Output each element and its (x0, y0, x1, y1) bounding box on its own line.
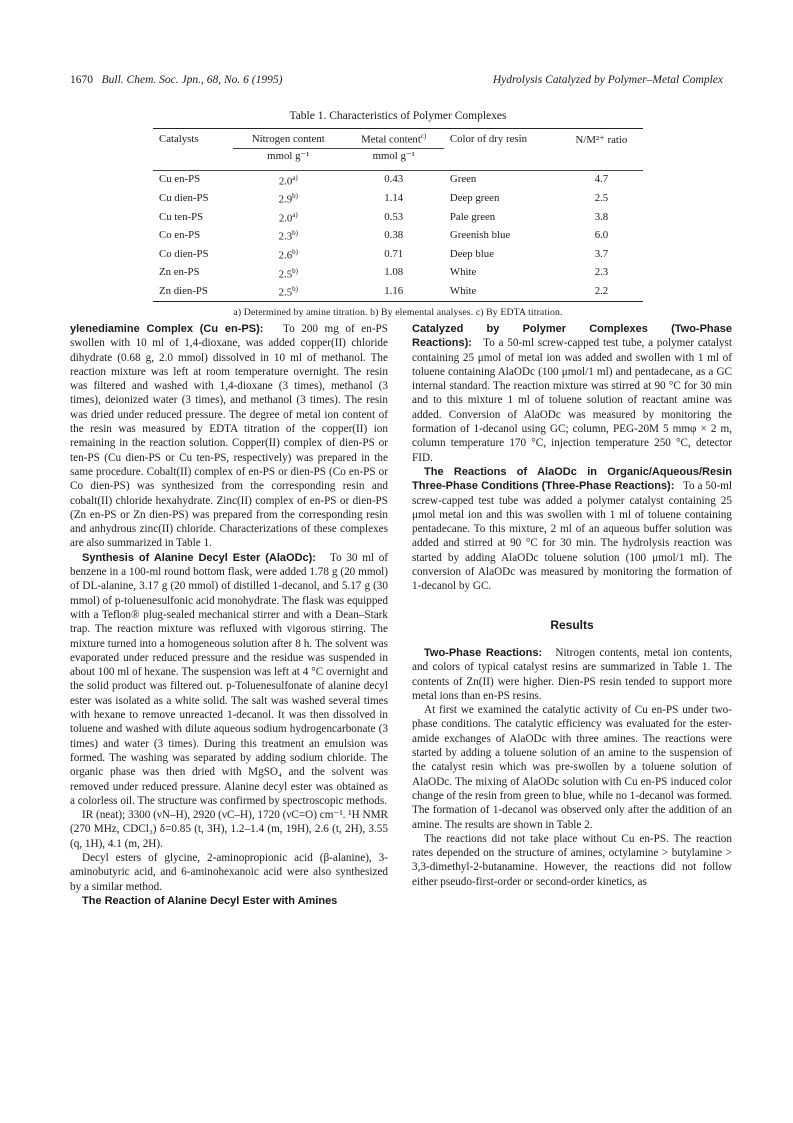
cell-metal: 0.71 (384, 247, 404, 260)
table-row (153, 226, 643, 245)
cell-ratio: 2.5 (594, 191, 609, 204)
cell-catalyst: Cu ten-PS (159, 210, 204, 223)
cell-metal: 1.08 (384, 266, 404, 279)
cell-ratio: 3.7 (594, 247, 609, 260)
running-header (70, 74, 723, 90)
paragraph: Catalyzed by Polymer Complexes (Two-Phase Reactions): To a 50-ml screw-capped test tube, a polymer catalyst containing 25 μmol of metal ion was added and swollen with 1 ml of toluene containing AlaODc (100 μmol/1 ml) and pentadecane, as a GC internal standard. The reaction mixture was stirred at 90 °C for 30 min and to this mixture 1 ml of toluene solution of reactant amine was added. Conversion of AlaODc was measured by monitoring the formation of 1-decanol using GC; column, PEG-20M 5 mmφ × 2 m, column temperature 170 °C, injection temperature 250 °C, detector FID. (412, 323, 732, 464)
cell-ratio: 6.0 (594, 229, 609, 242)
cell-color: Greenish blue (449, 229, 511, 242)
cell-nitrogen: 2.0$^{a)}$ (278, 210, 298, 225)
table-caption: Table 1. Characteristics of Polymer Complexes (289, 110, 507, 122)
cell-nitrogen: 2.0$^{a)}$ (278, 173, 298, 188)
cell-ratio: 4.7 (594, 173, 609, 186)
paragraph: The reactions did not take place without Cu en-PS. The reaction rates depended on the structure of amines, octylamine > butylamine > 3,3-dimethyl-2-butanamine. However, the reactions did not follow either pseudo-first-order or second-order kinetics, as (412, 832, 732, 888)
paragraph: Two-Phase Reactions: Nitrogen contents, metal ion contents, and colors of typical catalyst resins are summarized in Table 1. The contents of Zn(II) were higher. Dien-PS resin tended to support more metal ions than en-PS resins. (412, 646, 733, 702)
cell-metal: 1.14 (384, 191, 404, 204)
cell-nitrogen: 2.5$^{b)}$ (278, 285, 298, 299)
cell-catalyst: Zn en-PS (159, 266, 200, 279)
unit-metal: mmol g⁻¹ (372, 149, 415, 162)
cell-color: Deep blue (449, 247, 494, 260)
cell-ratio: 2.3 (594, 266, 609, 279)
cell-metal: 0.38 (384, 229, 404, 242)
left-column (70, 322, 388, 908)
cell-nitrogen: 2.9$^{b)}$ (278, 192, 298, 206)
table-row (153, 170, 643, 189)
cell-color: White (449, 284, 477, 297)
table-body (153, 170, 643, 301)
page-number: 1670 (70, 74, 93, 86)
cell-catalyst: Cu dien-PS (159, 191, 209, 204)
cell-metal: 0.53 (384, 210, 404, 223)
table-footnote: a) Determined by amine titration. b) By elemental analyses. c) By EDTA titration. (233, 306, 563, 318)
paragraph-heading: ylenediamine Complex (Cu en-PS): (70, 323, 264, 335)
journal-citation: Bull. Chem. Soc. Jpn., 68, No. 6 (1995) (101, 74, 283, 86)
cell-nitrogen: 2.6$^{b)}$ (278, 247, 298, 262)
paragraph-heading: Synthesis of Alanine Decyl Ester (AlaODc): (82, 551, 316, 564)
table-units-row (153, 148, 643, 165)
table-row (153, 282, 643, 301)
paragraph: IR (neat); 3300 (νN–H), 2920 (νC–H), 1720 (νC=O) cm⁻¹. ¹H NMR (270 MHz, CDCl₃) δ=0.85 (t, 3H), 1.2–1.4 (m, 19H), 2.6 (t, 2H), 3.55 (q, 1H), 4.1 (m, 2H). (70, 809, 388, 850)
header-ratio: N/M²⁺ ratio (575, 133, 628, 146)
cell-catalyst: Co en-PS (159, 229, 201, 242)
right-column (412, 322, 732, 889)
table-row (153, 264, 643, 283)
paragraph (70, 894, 388, 908)
cell-nitrogen: 2.5$^{b)}$ (278, 266, 298, 281)
table-header-row (153, 129, 643, 149)
cell-color: Deep green (449, 191, 500, 204)
table-row (153, 245, 643, 264)
paragraph: ylenediamine Complex (Cu en-PS): To 200 mg of en-PS swollen with 10 ml of 1,4-dioxane, was added copper(II) chloride dihydrate (0.68 g, 2.0 mmol) dissolved in 10 ml of methanol. The reaction mixture was left at room temperature overnight. The resin was filtered and washed with 1,4-dioxane (3 times), methanol (3 times), deionized water (3 times), and methanol (3 times). The resin was dried under reduced pressure. The degree of metal ion content of the resin was measured by EDTA titration of the copper(II) ion remaining in the reaction solution. Copper(II) complex of dien-PS or ten-PS (Cu dien-PS or Cu ten-PS, respectively) was prepared in the same procedure. Cobalt(II) complex of en-PS or dien-PS (Co en-PS or Co dien-PS) was synthesized from the corresponding resin and cobalt(II) chloride hexahydrate. Zinc(II) complex of en-PS or dien-PS (Zn en-PS or Zn dien-PS) was prepared from the corresponding resin and anhydrous zinc(II) chloride. Characterizations of these complexes are also summarized in Table 1. (70, 323, 388, 550)
paragraph: Decyl esters of glycine, 2-aminopropionic acid (β-alanine), 3-aminobutyric acid, and 6-aminohexanoic acid were also synthesized by a similar method. (70, 851, 388, 893)
cell-nitrogen: 2.3$^{b)}$ (278, 229, 298, 243)
table-row (153, 189, 643, 208)
header-nitrogen: Nitrogen content (233, 129, 343, 149)
paragraph-heading: The Reaction of Alanine Decyl Ester with Amines (82, 894, 338, 907)
cell-color: Green (449, 173, 477, 186)
cell-color: Pale green (449, 210, 496, 223)
paragraph: The Reactions of AlaODc in Organic/Aqueous/Resin Three-Phase Conditions (Three-Phase Reactions): To a 50-ml screw-capped test tube was added a polymer catalyst containing 25 μmol metal ion and this was swollen with 1 ml of toluene containing pentadecane. To this mixture, 2 ml of an aqueous buffer solution was added and stirred at 90 °C for 30 min. The hydrolysis reaction was started by adding AlaODc toluene solution (100 μmol/1 ml). The conversion of AlaODc was measured by monitoring the formation of 1-decanol by GC. (412, 465, 732, 593)
cell-color: White (449, 266, 477, 279)
characteristics-table (153, 128, 643, 302)
paragraph: Synthesis of Alanine Decyl Ester (AlaODc): To 30 ml of benzene in a 100-ml round bottom flask, were added 1.78 g (20 mmol) of DL-alanine, 3.17 g (20 mmol) of distilled 1-decanol, and 5.17 g (30 mmol) of p-toluenesulfonic acid monohydrate. The flask was equipped with a Teflon® plug-sealed mechanical stirrer and with a Dean–Stark trap. The reaction mixture was refluxed with vigorous stirring. The mixture turned into a homogeneous solution after 8 h. The solvent was evaporated under reduced pressure and the residue was suspended in about 100 ml of hexane. The suspension was left at 4 °C overnight and the solid product was filtered out. p-Toluenesulfonate of alanine decyl ester was isolated as a white solid. The salt was washed several times with hexane to remove unreacted 1-decanol. It was then dissolved in toluene and washed with dilute aqueous sodium hydrogencarbonate (3 times) and water (3 times). During this treatment an emulsion was formed. The washing was separated by adding sodium chloride. The organic phase was then dried with MgSO₄ and the solvent was removed under reduced pressure. Alanine decyl ester was obtained as a colorless oil. The structure was confirmed by spectroscopic methods. (70, 551, 389, 807)
header-color: Color of dry resin (449, 133, 527, 146)
paragraph-heading: Two-Phase Reactions: (424, 646, 543, 659)
cell-catalyst: Co dien-PS (159, 247, 209, 260)
cell-ratio: 3.8 (594, 210, 609, 223)
cell-ratio: 2.2 (594, 284, 609, 297)
unit-nitrogen: mmol g⁻¹ (267, 149, 310, 162)
table-row (153, 208, 643, 227)
section-title: Results (550, 617, 594, 632)
header-catalysts: Catalysts (159, 133, 199, 146)
paragraph: At first we examined the catalytic activity of Cu en-PS under two-phase conditions. The catalytic efficiency was evaluated for the ester-amide exchanges of AlaODc with three amines. The reactions were started by adding a toluene solution of an amine to the suspension of the catalyst resin which was pre-swollen by a toluene solution of AlaODc. The mixing of AlaODc solution with Cu en-PS induced color change of the resin from green to blue, while no 1-decanol was formed. The formation of 1-decanol was observed only after the addition of an amine. The results are shown in Table 2. (412, 704, 732, 831)
cell-metal: 1.16 (384, 284, 404, 297)
cell-catalyst: Zn dien-PS (159, 284, 208, 297)
cell-metal: 0.43 (384, 173, 404, 186)
paragraph-heading: The Reactions of AlaODc in Organic/Aqueous/Resin Three-Phase Conditions (Three-Phase Reactions): (412, 465, 732, 493)
running-title: Hydrolysis Catalyzed by Polymer–Metal Complex (492, 74, 723, 86)
paragraph-heading: Catalyzed by Polymer Complexes (Two-Phase Reactions): (412, 323, 732, 350)
table-1 (153, 110, 643, 318)
cell-catalyst: Cu en-PS (159, 173, 201, 186)
header-metal: Metal content$^{c)}$ (344, 129, 444, 149)
